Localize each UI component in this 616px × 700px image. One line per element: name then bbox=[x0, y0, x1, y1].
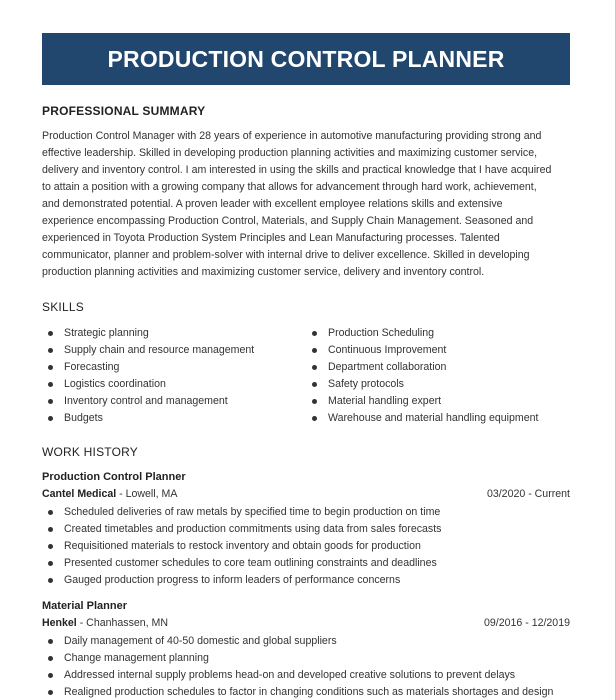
company-location: - Chanhassen, MN bbox=[76, 617, 169, 629]
skill-item: Forecasting bbox=[42, 359, 254, 376]
summary-line: delivery and inventory control. I am interested in using the skills and practical knowledge that I have acquired bbox=[42, 164, 552, 176]
summary-line: communicator, planner and problem-solver with internal drive to deliver excellence. Skilled in developing bbox=[42, 249, 530, 261]
job-duty: Created timetables and production commitments using data from sales forecasts bbox=[42, 521, 441, 538]
skill-item: Strategic planning bbox=[42, 325, 254, 342]
job-title: Production Control Planner bbox=[42, 471, 186, 483]
job-dates: 03/2020 - Current bbox=[486, 488, 570, 500]
job-dates: 09/2016 - 12/2019 bbox=[483, 617, 570, 629]
summary-line: production planning activities and maximizing customer service, delivery and inventory control. bbox=[42, 266, 485, 278]
job-employer-line bbox=[42, 617, 570, 629]
company-location: - Lowell, MA bbox=[116, 488, 178, 500]
job-duty: Realigned production schedules to factor in changing conditions such as materials shortages and design bbox=[42, 684, 553, 700]
job-duty: Scheduled deliveries of raw metals by specified time to begin production on time bbox=[42, 504, 441, 521]
skills-list-right bbox=[306, 325, 538, 427]
job-duty: Presented customer schedules to core team outlining constraints and deadlines bbox=[42, 555, 441, 572]
summary-text bbox=[42, 128, 562, 281]
skill-item: Budgets bbox=[42, 410, 254, 427]
skill-item: Safety protocols bbox=[306, 376, 538, 393]
job-employer-line bbox=[42, 488, 570, 500]
job-duty: Daily management of 40-50 domestic and global suppliers bbox=[42, 633, 553, 650]
skill-item: Production Scheduling bbox=[306, 325, 538, 342]
summary-line: effective leadership. Skilled in developing production planning activities and maximizing customer service, bbox=[42, 147, 538, 159]
job-duty: Gauged production progress to inform leaders of performance concerns bbox=[42, 572, 441, 589]
skill-item: Continuous Improvement bbox=[306, 342, 538, 359]
skill-item: Supply chain and resource management bbox=[42, 342, 254, 359]
summary-line: experience encompassing Production Control, Materials, and Supply Chain Management. Seasoned and bbox=[42, 215, 534, 227]
skills-list-left bbox=[42, 325, 254, 427]
skill-item: Warehouse and material handling equipment bbox=[306, 410, 538, 427]
job-title: Material Planner bbox=[42, 600, 127, 612]
summary-line: experienced in Toyota Production System Principles and Lean Manufacturing processes. Talented bbox=[42, 232, 500, 244]
skill-item: Material handling expert bbox=[306, 393, 538, 410]
job-duty: Requisitioned materials to restock inventory and obtain goods for production bbox=[42, 538, 441, 555]
skills-heading: SKILLS bbox=[42, 300, 84, 314]
summary-heading: PROFESSIONAL SUMMARY bbox=[42, 104, 206, 118]
job-duties-list bbox=[42, 504, 441, 589]
skill-item: Department collaboration bbox=[306, 359, 538, 376]
company-name: Cantel Medical bbox=[42, 488, 117, 500]
resume-title: PRODUCTION CONTROL PLANNER bbox=[107, 45, 505, 72]
summary-line: Production Control Manager with 28 years of experience in automotive manufacturing providing strong and bbox=[42, 130, 542, 142]
summary-line: and demonstrated potential. A proven leader with excellent employee relations skills and extensive bbox=[42, 198, 503, 210]
job-duty: Addressed internal supply problems head-on and developed creative solutions to prevent delays bbox=[42, 667, 553, 684]
job-duties-list bbox=[42, 633, 553, 700]
summary-line: to attain a position with a growing company that allows for advancement through hard work, achievement, bbox=[42, 181, 537, 193]
skill-item: Inventory control and management bbox=[42, 393, 254, 410]
job-duty: Change management planning bbox=[42, 650, 553, 667]
work-history-heading: WORK HISTORY bbox=[42, 445, 138, 459]
skill-item: Logistics coordination bbox=[42, 376, 254, 393]
company-name: Henkel bbox=[42, 617, 77, 629]
name-banner bbox=[42, 33, 570, 85]
